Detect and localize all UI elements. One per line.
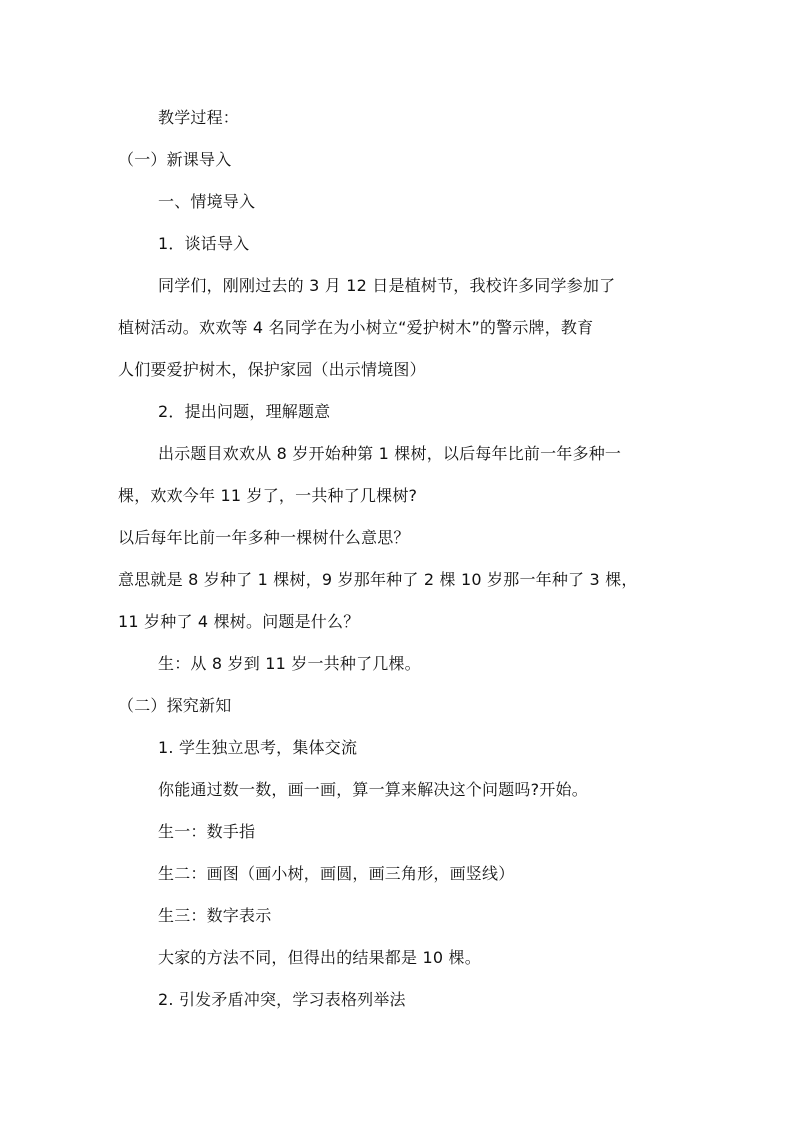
paragraph-line: 大家的方法不同，但得出的结果都是 10 棵。 xyxy=(158,948,481,967)
section-heading: （二）探究新知 xyxy=(118,696,232,715)
text-line: 教学过程： xyxy=(158,108,240,127)
step-heading: 1. 学生独立思考，集体交流 xyxy=(158,738,358,757)
step-heading: 2．提出问题，理解题意 xyxy=(158,402,331,421)
paragraph-line: 植树活动。欢欢等 4 名同学在为小树立“爱护树木”的警示牌，教育 xyxy=(118,318,594,337)
paragraph-line: 出示题目欢欢从 8 岁开始种第 1 棵树，以后每年比前一年多种一 xyxy=(158,444,622,463)
paragraph-line: 同学们，刚刚过去的 3 月 12 日是植树节，我校许多同学参加了 xyxy=(158,276,616,295)
section-heading: （一）新课导入 xyxy=(118,150,232,169)
paragraph-line: 生一：数手指 xyxy=(158,822,256,841)
step-heading: 1．谈话导入 xyxy=(158,234,250,253)
paragraph-line: 你能通过数一数，画一画，算一算来解决这个问题吗?开始。 xyxy=(158,780,588,799)
paragraph-line: 人们要爱护树木，保护家园（出示情境图） xyxy=(118,360,426,379)
subsection-heading: 一、情境导入 xyxy=(158,192,256,211)
paragraph-line: 生二：画图（画小树，画圆，画三角形，画竖线） xyxy=(158,864,515,883)
paragraph-line: 以后每年比前一年多种一棵树什么意思？ xyxy=(118,528,410,547)
paragraph-line: 意思就是 8 岁种了 1 棵树，9 岁那年种了 2 棵 10 岁那一年种了 3 棵， xyxy=(118,570,638,589)
paragraph-line: 生三：数字表示 xyxy=(158,906,272,925)
paragraph-line: 棵，欢欢今年 11 岁了，一共种了几棵树? xyxy=(118,486,418,505)
paragraph-line: 生：从 8 岁到 11 岁一共种了几棵。 xyxy=(158,654,421,673)
step-heading: 2. 引发矛盾冲突，学习表格列举法 xyxy=(158,990,406,1009)
paragraph-line: 11 岁种了 4 棵树。问题是什么？ xyxy=(118,612,360,631)
